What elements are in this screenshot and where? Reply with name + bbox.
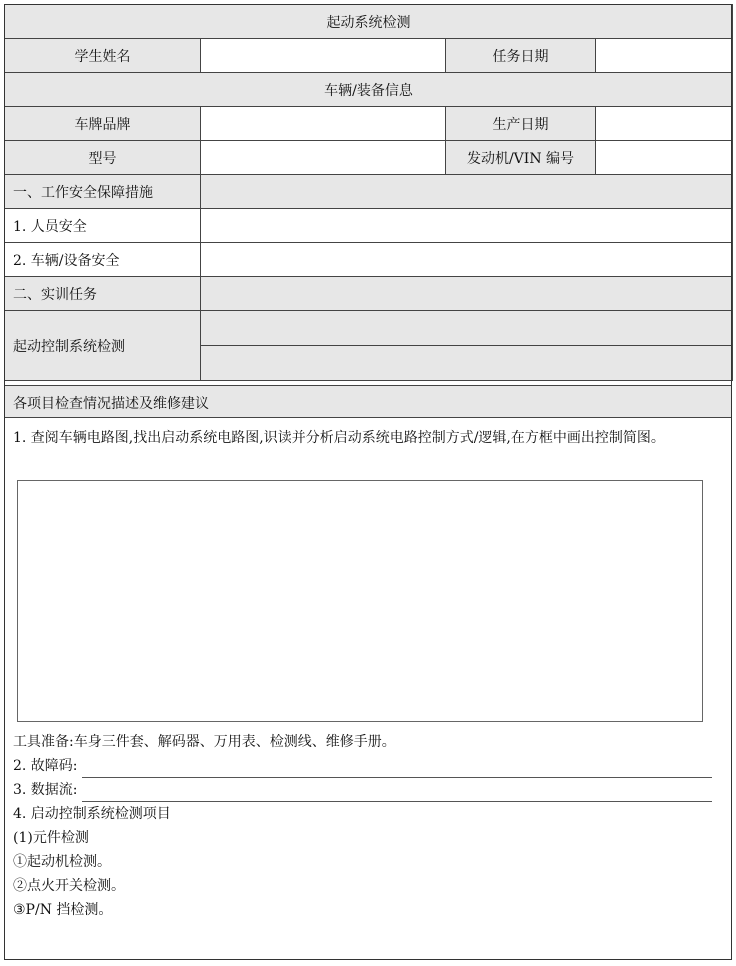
item1-text: 1. 查阅车辆电路图,找出启动系统电路图,识读并分析启动系统电路控制方式/逻辑,在方框中画出控制简图。 xyxy=(13,430,665,446)
tools-text: 工具准备:车身三件套、解码器、万用表、检测线、维修手册。 xyxy=(13,734,396,750)
engine-vin-label: 发动机/VIN 编号 xyxy=(446,141,596,175)
student-name-label: 学生姓名 xyxy=(5,39,201,73)
task-date-label: 任务日期 xyxy=(446,39,596,73)
personnel-safety-label: 1. 人员安全 xyxy=(5,209,201,243)
production-date-label: 生产日期 xyxy=(446,107,596,141)
inspection-title: 各项目检查情况描述及维修建议 xyxy=(13,396,209,412)
safety-section-title: 一、工作安全保障措施 xyxy=(5,175,201,209)
starter-check-text: ①起动机检测。 xyxy=(13,854,111,870)
ignition-switch-check-text: ②点火开关检测。 xyxy=(13,878,125,894)
data-stream-label: 3. 数据流: xyxy=(13,782,78,798)
vehicle-info-title: 车辆/装备信息 xyxy=(5,73,733,107)
start-control-task-label: 起动控制系统检测 xyxy=(5,311,201,381)
outer-frame xyxy=(4,4,732,960)
training-section-title: 二、实训任务 xyxy=(5,277,201,311)
item4-text: 4. 启动控制系统检测项目 xyxy=(13,806,171,822)
form-title: 起动系统检测 xyxy=(5,5,733,39)
pn-gear-check-text: ③P/N 挡检测。 xyxy=(13,902,113,918)
vehicle-safety-label: 2. 车辆/设备安全 xyxy=(5,243,201,277)
plate-brand-label: 车牌品牌 xyxy=(5,107,201,141)
fault-code-label: 2. 故障码: xyxy=(13,758,78,774)
model-label: 型号 xyxy=(5,141,201,175)
component-check-text: (1)元件检测 xyxy=(13,830,89,846)
